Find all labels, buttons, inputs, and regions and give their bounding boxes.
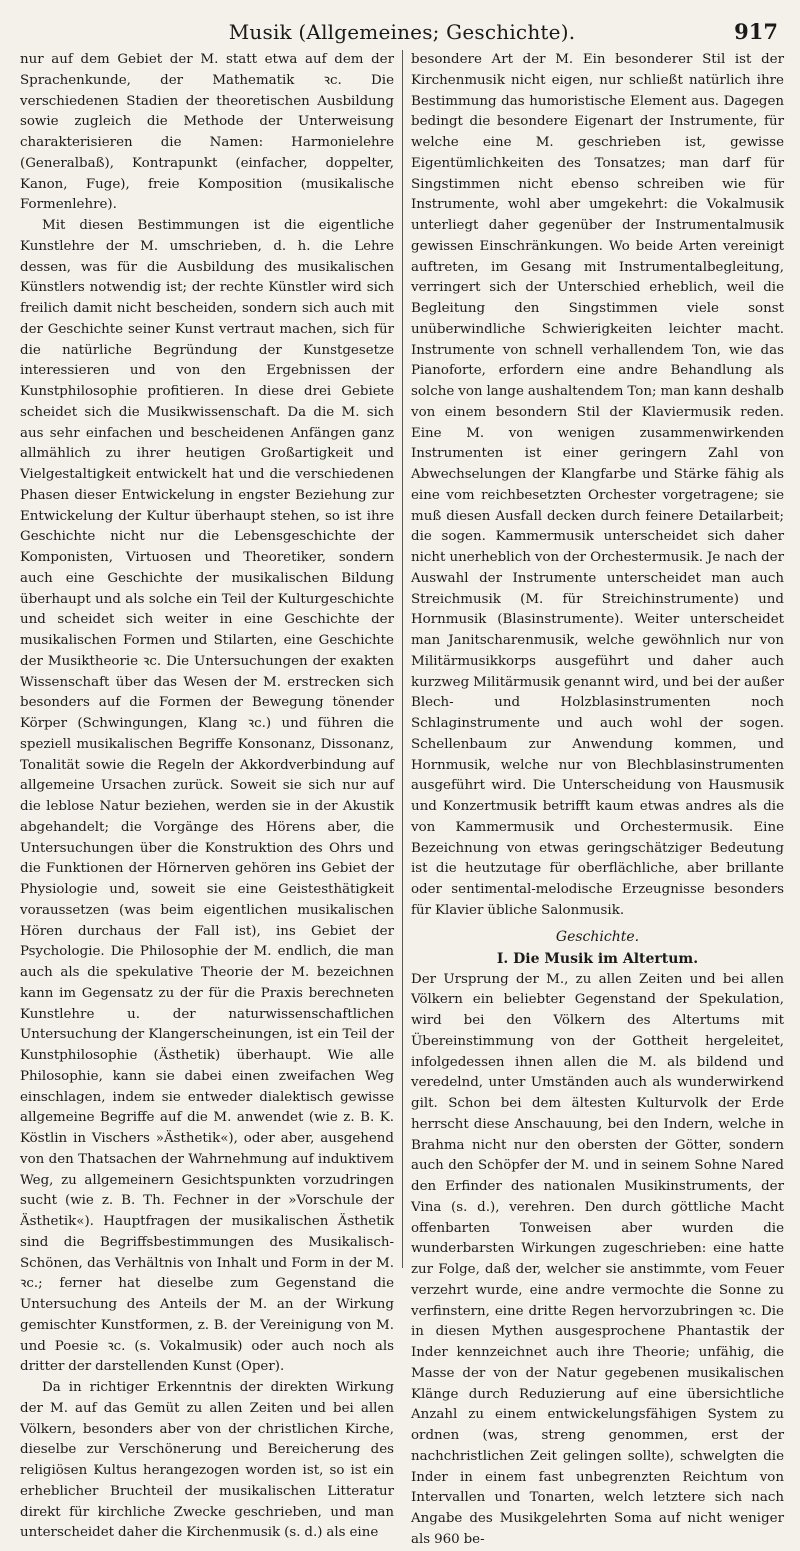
- left-column: [20, 50, 402, 1541]
- right-column: [402, 50, 784, 1547]
- paragraph: Mit diesen Bestimmungen ist die eigentliche Kunstlehre der M. umschrieben, d. h. die Lehre dessen, was für die Ausbildung des musikalischen Künstlers notwendig ist; der rechte Künstler wird sich freilich damit nicht bescheiden, sondern sich auch mit der Geschichte seiner Kunst vertraut machen, sich für die natürliche Begründung der Kunstgesetze interessieren und von den Ergebnissen der Kunstphilosophie profitieren. In diese drei Gebiete scheidet sich die Musikwissenschaft. Da die M. sich aus sehr einfachen und bescheidenen Anfängen ganz allmählich zu ihrer heutigen Großartigkeit und Vielgestaltigkeit entwickelt hat und die verschiedenen Phasen dieser Entwickelung in engster Beziehung zur Entwickelung der Kultur überhaupt stehen, so ist ihre Geschichte nicht nur die Lebensgeschichte der Komponisten, Virtuosen und Theoretiker, sondern auch eine Geschichte der musikalischen Bildung überhaupt und als solche ein Teil der Kulturgeschichte und scheidet sich weiter in eine Geschichte der musikalischen Formen und Stilarten, eine Geschichte der Musiktheorie ꝛc. Die Untersuchungen der exakten Wissenschaft über das Wesen der M. erstrecken sich besonders auf die Formen der Bewegung tönender Körper (Schwingungen, Klang ꝛc.) und führen die speziell musikalischen Begriffe Konsonanz, Dissonanz, Tonalität sowie die Regeln der Akkordverbindung auf allgemeine Ursachen zurück. Soweit sie sich nur auf die leblose Natur beziehen, werden sie in der Akustik abgehandelt; die Vorgänge des Hörens aber, die Untersuchungen über die Konstruktion des Ohrs und die Funktionen der Hörnerven gehören ins Gebiet der Physiologie und, soweit sie eine Geistesthätigkeit voraussetzen (was beim eigentlichen musikalischen Hören durchaus der Fall ist), ins Gebiet der Psychologie. Die Philosophie der M. endlich, die man auch als die spekulative Theorie der M. bezeichnen kann im Gegensatz zu der für die Praxis berechneten Kunstlehre u. der naturwissenschaftlichen Untersuchung der Klangerscheinungen, ist ein Teil der Kunstphilosophie (Ästhetik) überhaupt. Wie alle Philosophie, kann sie dabei einen zweifachen Weg einschlagen, indem sie entweder dialektisch gewisse allgemeine Begriffe auf die M. anwendet (wie z. B. K. Köstlin in Vischers »Ästhetik«), oder aber, ausgehend von den Thatsachen der Wahrnehmung auf induktivem Weg, zu allgemeinern Gesichtspunkten vorzudringen sucht (wie z. B. Th. Fechner in der »Vorschule der Ästhetik«). Hauptfragen der musikalischen Ästhetik sind die Begriffsbestimmungen des Musikalisch-Schönen, das Verhältnis von Inhalt und Form in der M. ꝛc.; ferner hat dieselbe zum Gegenstand die Untersuchung des Anteils der M. an der Wirkung gemischter Kunstformen, z. B. der Vereinigung von M. und Poesie ꝛc. (s. Vokalmusik) oder auch noch als dritter der darstellenden Kunst (Oper).: [20, 218, 394, 1375]
- running-header: [20, 0, 784, 50]
- text-columns: [20, 50, 784, 1547]
- paragraph: Der Ursprung der M., zu allen Zeiten und bei allen Völkern ein beliebter Gegenstand der Spekulation, wird bei den Völkern des Altertums mit Übereinstimmung von der Gottheit hergeleitet, infolgedessen ihnen allen die M. als bildend und veredelnd, unter Umständen auch als wunderwirkend gilt. Schon bei dem ältesten Kulturvolk der Erde herrscht diese Anschauung, bei den Indern, welche in Brahma nicht nur den obersten der Götter, sondern auch den Schöpfer der M. und in seinem Sohne Nared den Erfinder des nationalen Musikinstruments, der Vina (s. d.), verehren. Den durch göttliche Macht offenbarten Tonweisen aber wurden die wunderbarsten Wirkungen zugeschrieben: eine hatte zur Folge, daß der, welcher sie anstimmte, vom Feuer verzehrt wurde, eine andre vermochte die Sonne zu verfinstern, eine dritte Regen hervorzubringen ꝛc. Die in diesen Mythen ausgesprochene Phantastik der Inder kennzeichnet auch ihre Theorie; unfähig, die Masse der von der Natur gegebenen musikalischen Klänge durch Reduzierung auf eine übersichtliche Anzahl zu einem entwickelungsfähigen System zu ordnen (was, streng genommen, erst der nachchristlichen Zeit gelingen sollte), schwelgten die Inder in einem fast unbegrenzten Reichtum von Intervallen und Tonarten, welch letztere sich nach Angabe des Musikgelehrten Soma auf nicht weniger als 960 be-: [411, 971, 784, 1547]
- section-heading: Geschichte.: [555, 928, 640, 945]
- paragraph: besondere Art der M. Ein besonderer Stil ist der Kirchenmusik nicht eigen, nur schließt natürlich ihre Bestimmung das humoristische Element aus. Dagegen bedingt die besondere Eigenart der Instrumente, für welche eine M. geschrieben ist, gewisse Eigentümlichkeiten des Tonsatzes; man darf für Singstimmen nicht ebenso schreiben wie für Instrumente, wohl aber umgekehrt: die Vokalmusik unterliegt daher gegenüber der Instrumentalmusik gewissen Einschränkungen. Wo beide Arten vereinigt auftreten, im Gesang mit Instrumentalbegleitung, verringert sich der Unterschied erheblich, weil die Begleitung den Singstimmen viele sonst unüberwindliche Schwierigkeiten leichter macht. Instrumente von schnell verhallendem Ton, wie das Pianoforte, erfordern eine andre Behandlung als solche von lange aushaltendem Ton; man kann deshalb von einem besondern Stil der Klaviermusik reden. Eine M. von wenigen zusammenwirkenden Instrumenten ist einer geringern Zahl von Abwechselungen der Klangfarbe und Stärke fähig als eine vom reichbesetzten Orchester vorgetragene; sie muß diesen Ausfall decken durch feinere Detailarbeit; die sogen. Kammermusik unterscheidet sich daher nicht unerheblich von der Orchestermusik. Je nach der Auswahl der Instrumente unterscheidet man auch Streichmusik (M. für Streichinstrumente) und Hornmusik (Blasinstrumente). Weiter unterscheidet man Janitscharenmusik, welche gewöhnlich nur von Militärmusikkorps ausgeführt und daher auch kurzweg Militärmusik genannt wird, und bei der außer Blech- und Holzblasinstrumenten noch Schlaginstrumente und auch wohl der sogen. Schellenbaum zur Anwendung kommen, und Hornmusik, welche nur von Blechblasinstrumenten ausgeführt wird. Die Unterscheidung von Hausmusik und Konzertmusik betrifft kaum etwas andres als die von Kammermusik und Orchestermusik. Eine Bezeichnung von etwas geringschätziger Bedeutung ist die heutzutage für oberflächliche, aber brillante oder sentimental-melodische Erzeugnisse besonders für Klavier übliche Salonmusik.: [411, 52, 784, 918]
- header-title: Musik (Allgemeines; Geschichte).: [228, 20, 576, 44]
- paragraph: Da in richtiger Erkenntnis der direkten Wirkung der M. auf das Gemüt zu allen Zeiten und bei allen Völkern, besonders aber von der christlichen Kirche, dieselbe zur Verschönerung und Bereicherung des religiösen Kultus herangezogen worden ist, so ist ein erheblicher Bruchteil der musikalischen Litteratur direkt für kirchliche Zwecke geschrieben, und man unterscheidet daher die Kirchenmusik (s. d.) als eine: [20, 1380, 394, 1541]
- page-number: 917: [734, 19, 778, 44]
- paragraph: nur auf dem Gebiet der M. statt etwa auf dem der Sprachenkunde, der Mathematik ꝛc. Die verschiedenen Stadien der theoretischen Ausbildung sowie zugleich die Methode der Unterweisung charakterisieren die Namen: Harmonielehre (Generalbaß), Kontrapunkt (einfacher, doppelter, Kanon, Fuge), freie Komposition (musikalische Formenlehre).: [20, 52, 394, 213]
- subsection-heading: I. Die Musik im Altertum.: [496, 950, 699, 967]
